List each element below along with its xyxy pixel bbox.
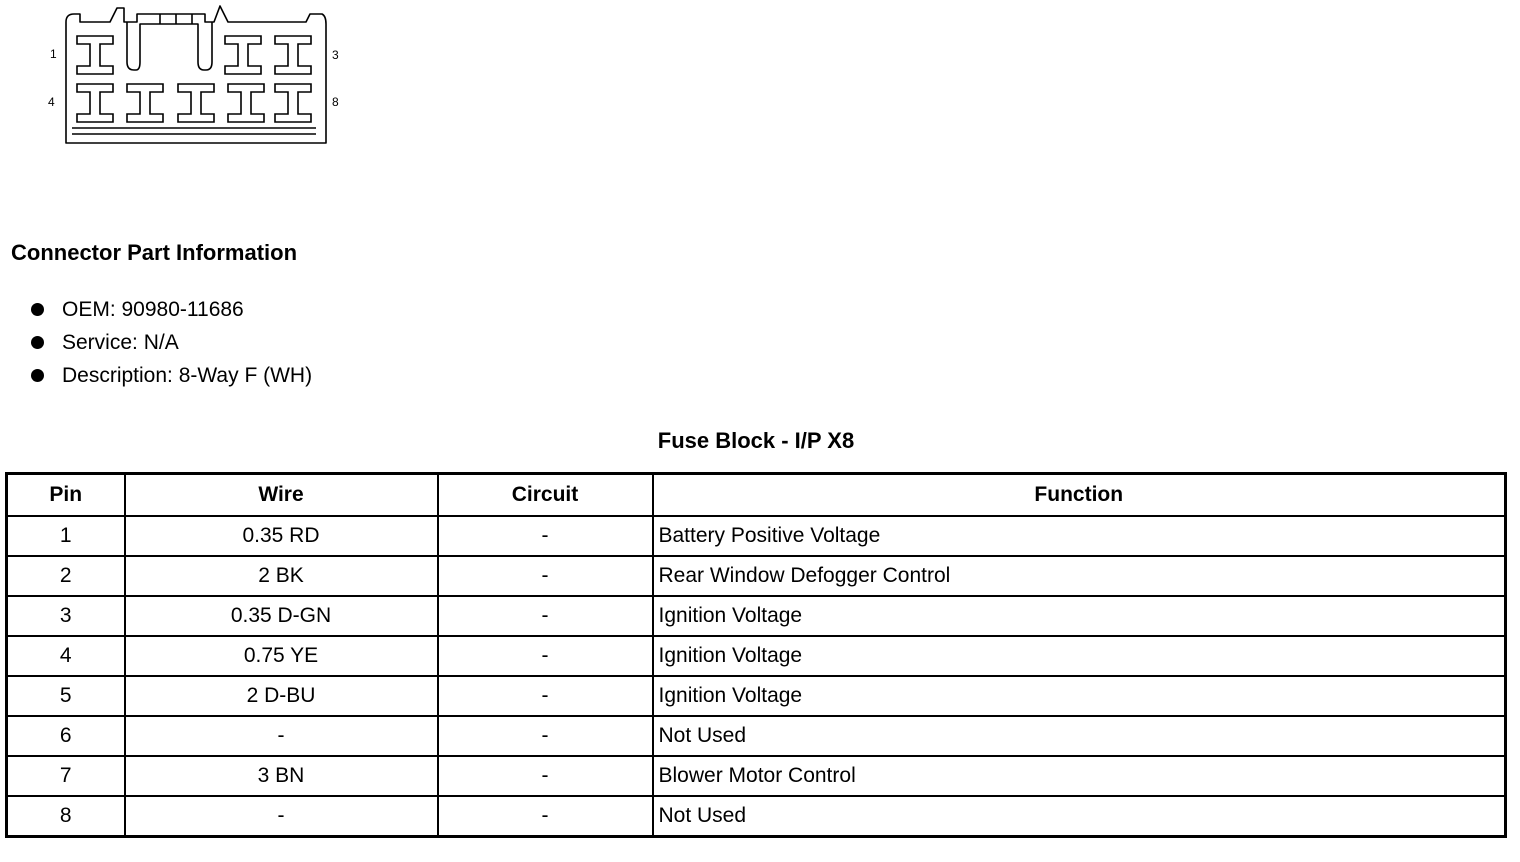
cell-pin: 1 [7,516,125,556]
header-pin: Pin [7,474,125,517]
part-info-item [28,359,312,392]
table-row [7,636,1506,676]
terminal-cavity [77,84,113,122]
header-circuit: Circuit [438,474,653,517]
cell-function: Ignition Voltage [653,596,1506,636]
part-info-item [28,293,312,326]
cell-circuit: - [438,676,653,716]
part-info-list [28,293,312,392]
table-header-row [7,474,1506,517]
bullet-icon [31,336,44,349]
table-row [7,596,1506,636]
terminal-cavity [178,84,214,122]
cell-pin: 6 [7,716,125,756]
cell-function: Blower Motor Control [653,756,1506,796]
header-function: Function [653,474,1506,517]
terminal-cavity [77,36,113,74]
pin-label-3: 3 [332,48,339,62]
cell-function: Not Used [653,796,1506,837]
part-info-oem: OEM: 90980-11686 [62,298,244,321]
part-info-item [28,326,312,359]
cell-pin: 7 [7,756,125,796]
table-row [7,716,1506,756]
cell-pin: 2 [7,556,125,596]
pin-label-4: 4 [48,95,55,109]
cell-function: Ignition Voltage [653,636,1506,676]
pin-label-8: 8 [332,95,339,109]
cell-circuit: - [438,556,653,596]
cell-pin: 3 [7,596,125,636]
cell-wire: - [125,796,438,837]
cell-circuit: - [438,716,653,756]
cell-wire: 3 BN [125,756,438,796]
cell-wire: 2 BK [125,556,438,596]
table-row [7,796,1506,837]
header-wire: Wire [125,474,438,517]
cell-pin: 4 [7,636,125,676]
cell-pin: 8 [7,796,125,837]
cell-wire: 0.35 D-GN [125,596,438,636]
table-row [7,756,1506,796]
cell-function: Battery Positive Voltage [653,516,1506,556]
cell-circuit: - [438,596,653,636]
pin-table [5,472,1507,838]
bullet-icon [31,303,44,316]
cell-circuit: - [438,516,653,556]
terminal-cavity [275,36,311,74]
cell-wire: 0.75 YE [125,636,438,676]
bullet-icon [31,369,44,382]
cell-circuit: - [438,796,653,837]
cell-pin: 5 [7,676,125,716]
terminal-cavity [225,36,261,74]
cell-circuit: - [438,636,653,676]
connector-diagram [40,2,360,152]
table-row [7,556,1506,596]
terminal-cavity [127,84,163,122]
cell-function: Rear Window Defogger Control [653,556,1506,596]
terminal-cavity [275,84,311,122]
table-row [7,516,1506,556]
table-title: Fuse Block - I/P X8 [657,428,855,453]
cell-wire: 0.35 RD [125,516,438,556]
part-info-heading: Connector Part Information [11,240,298,265]
part-info-description: Description: 8-Way F (WH) [62,364,313,387]
cell-circuit: - [438,756,653,796]
cell-wire: 2 D-BU [125,676,438,716]
cell-function: Not Used [653,716,1506,756]
pin-label-1: 1 [50,47,57,61]
cell-function: Ignition Voltage [653,676,1506,716]
cell-wire: - [125,716,438,756]
part-info-service: Service: N/A [62,331,179,354]
table-row [7,676,1506,716]
terminal-cavity [228,84,264,122]
